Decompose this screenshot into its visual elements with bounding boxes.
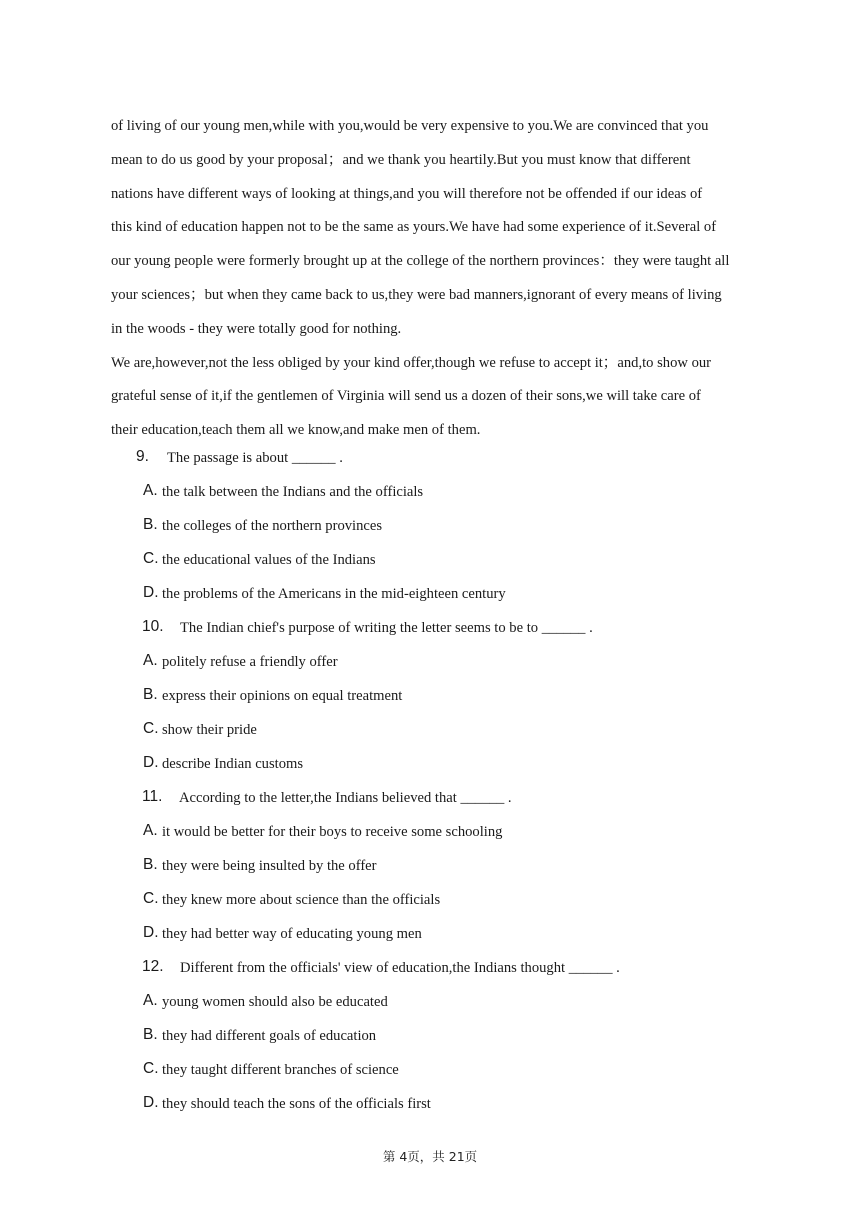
- option-letter: D.: [143, 754, 159, 771]
- option-text: show their pride: [162, 722, 257, 738]
- question-number: 9.: [136, 448, 149, 465]
- option-letter: A.: [143, 482, 158, 499]
- option-text: young women should also be educated: [162, 994, 388, 1010]
- option-letter: D.: [143, 1094, 159, 1111]
- option-text: they had different goals of education: [162, 1028, 377, 1044]
- question-stem: The passage is about ______ .: [167, 450, 343, 466]
- question-stem: Different from the officials' view of education,the Indians thought ______ .: [180, 960, 620, 976]
- option-text: they should teach the sons of the officials first: [162, 1096, 431, 1112]
- question-number: 10.: [142, 618, 164, 635]
- passage-line: grateful sense of it,if the gentlemen of Virginia will send us a dozen of their sons,we will take care of: [111, 388, 701, 405]
- option-letter: C.: [143, 1060, 159, 1077]
- question-number: 12.: [142, 958, 164, 975]
- question-number: 11.: [142, 788, 163, 805]
- passage-line: this kind of education happen not to be the same as yours.We have had some experience of it.Several of: [111, 219, 717, 236]
- option-letter: C.: [143, 890, 159, 907]
- passage-line: We are,however,not the less obliged by your kind offer,though we refuse to accept it；and,to show our: [111, 354, 712, 371]
- option-text: they had better way of educating young men: [162, 926, 422, 942]
- option-letter: A.: [143, 652, 158, 669]
- option-letter: C.: [143, 550, 159, 567]
- option-letter: B.: [143, 1026, 158, 1043]
- option-letter: B.: [143, 856, 158, 873]
- option-text: the educational values of the Indians: [162, 552, 376, 568]
- page-number-footer: 第 4页，共 21页: [382, 1149, 478, 1164]
- option-letter: A.: [143, 992, 158, 1009]
- option-text: express their opinions on equal treatment: [162, 688, 403, 704]
- option-text: they were being insulted by the offer: [162, 858, 377, 874]
- option-text: politely refuse a friendly offer: [162, 654, 338, 670]
- option-letter: A.: [143, 822, 158, 839]
- option-text: they knew more about science than the officials: [162, 892, 441, 908]
- question-stem: According to the letter,the Indians believed that ______ .: [179, 790, 512, 806]
- passage-line: in the woods - they were totally good for nothing.: [111, 320, 402, 337]
- passage-line: their education,teach them all we know,and make men of them.: [111, 422, 481, 439]
- option-text: it would be better for their boys to receive some schooling: [162, 824, 503, 840]
- passage-line: your sciences；but when they came back to us,they were bad manners,ignorant of every means of living: [111, 286, 722, 303]
- option-letter: D.: [143, 584, 159, 601]
- option-text: the problems of the Americans in the mid-eighteen century: [162, 586, 506, 602]
- passage-line: mean to do us good by your proposal；and we thank you heartily.But you must know that different: [111, 151, 691, 168]
- option-letter: B.: [143, 516, 158, 533]
- option-letter: B.: [143, 686, 158, 703]
- option-text: describe Indian customs: [162, 756, 304, 772]
- option-letter: D.: [143, 924, 159, 941]
- option-text: the colleges of the northern provinces: [162, 518, 383, 534]
- passage-line: our young people were formerly brought up at the college of the northern provinces：they were taught all: [111, 253, 730, 270]
- passage-line: nations have different ways of looking at things,and you will therefore not be offended if our ideas of: [111, 185, 703, 202]
- option-letter: C.: [143, 720, 159, 737]
- option-text: the talk between the Indians and the officials: [162, 484, 424, 500]
- passage-line: of living of our young men,while with you,would be very expensive to you.We are convinced that you: [111, 118, 709, 134]
- question-stem: The Indian chief's purpose of writing the letter seems to be to ______ .: [180, 620, 593, 636]
- option-text: they taught different branches of science: [162, 1062, 399, 1078]
- passage-text: [111, 110, 756, 448]
